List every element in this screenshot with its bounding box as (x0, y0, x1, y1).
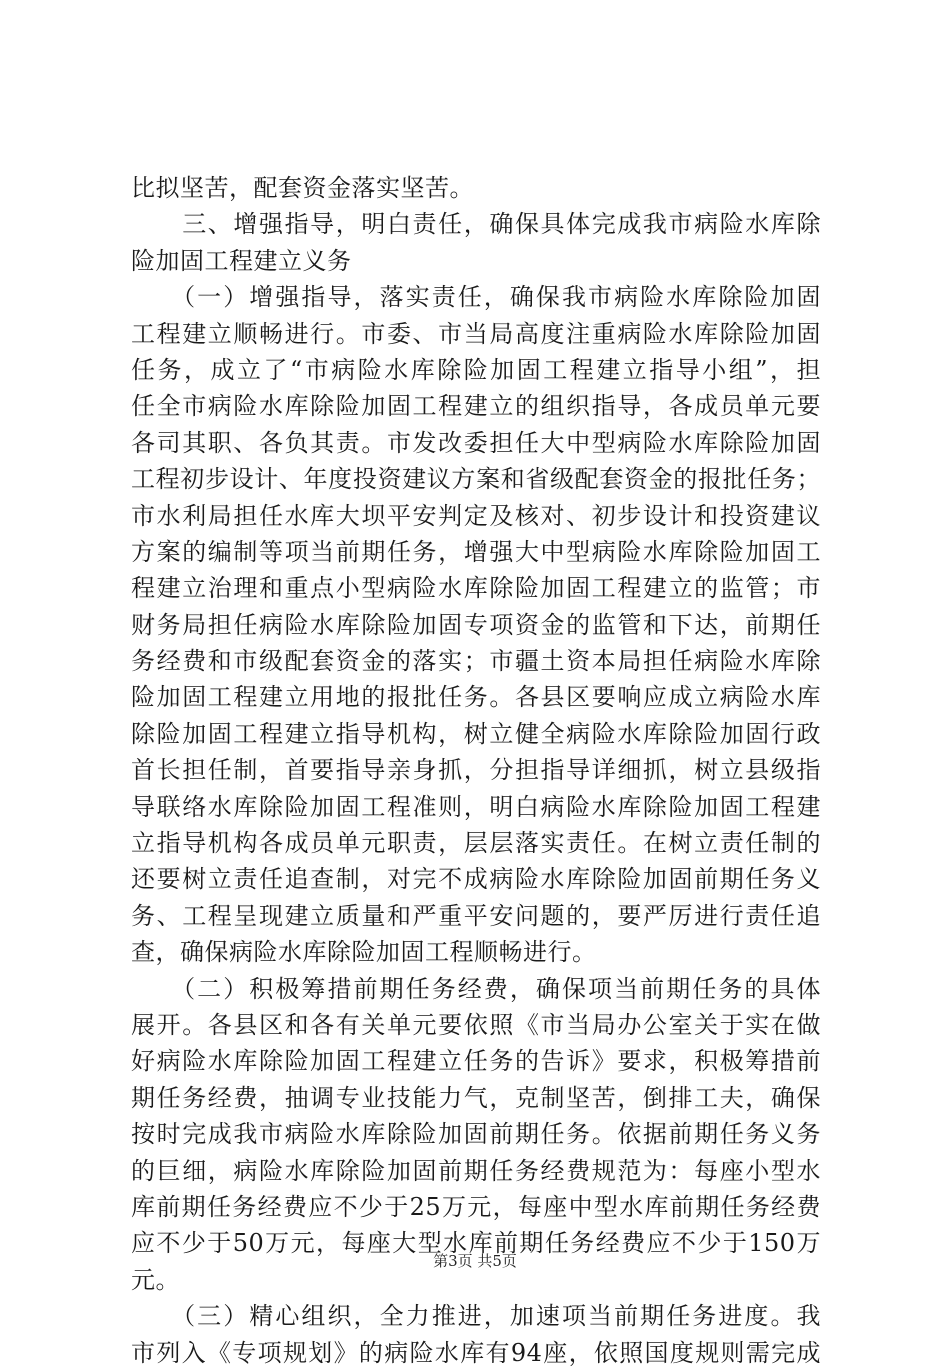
text-line: （二）积极筹措前期任务经费，确保项当前期任务的具体 (131, 974, 821, 1003)
text-line: 务、工程呈现建立质量和严重平安问题的，要严厉进行责任追 (131, 901, 821, 930)
text-line: 市列入《专项规划》的病险水库有94座，依照国度规则需完成 (131, 1338, 821, 1367)
text-line: 库前期任务经费应不少于25万元，每座中型水库前期任务经费 (131, 1192, 821, 1221)
text-line: 各司其职、各负其责。市发改委担任大中型病险水库除险加固 (131, 428, 821, 457)
text-line: （三）精心组织，全力推进，加速项当前期任务进度。我 (131, 1302, 821, 1331)
text-line: 还要树立责任追查制，对完不成病险水库除险加固前期任务义 (131, 865, 821, 894)
text-line: 立指导机构各成员单元职责，层层落实责任。在树立责任制的 (131, 829, 821, 858)
section-heading-line: 险加固工程建立义务 (131, 246, 352, 275)
text-line: 任务，成立了“市病险水库除险加固工程建立指导小组”，担 (131, 355, 821, 384)
text-line: 好病险水库除险加固工程建立任务的告诉》要求，积极筹措前 (131, 1047, 821, 1076)
text-line: 财务局担任病险水库除险加固专项资金的监管和下达，前期任 (131, 610, 821, 639)
text-line: （一）增强指导，落实责任，确保我市病险水库除险加固 (131, 283, 821, 312)
text-line: 的巨细，病险水库除险加固前期任务经费规范为：每座小型水 (131, 1156, 821, 1185)
text-line: 按时完成我市病险水库除险加固前期任务。依据前期任务义务 (131, 1120, 821, 1149)
text-line: 元。 (131, 1265, 180, 1294)
text-line: 期任务经费，抽调专业技能力气，克制坚苦，倒排工夫，确保 (131, 1083, 821, 1112)
text-line: 市水利局担任水库大坝平安判定及核对、初步设计和投资建议 (131, 501, 821, 530)
document-body (131, 170, 821, 1371)
section-heading-line: 三、增强指导，明白责任，确保具体完成我市病险水库除 (131, 210, 821, 239)
text-line: 方案的编制等项当前期任务，增强大中型病险水库除险加固工 (131, 537, 821, 566)
text-line: 任全市病险水库除险加固工程建立的组织指导，各成员单元要 (131, 392, 821, 421)
text-line: 导联络水库除险加固工程准则，明白病险水库除险加固工程建 (131, 792, 821, 821)
text-line: 程建立治理和重点小型病险水库除险加固工程建立的监管；市 (131, 574, 821, 603)
text-line: 比拟坚苦，配套资金落实坚苦。 (131, 174, 474, 202)
text-line: 首长担任制，首要指导亲身抓，分担指导详细抓，树立县级指 (131, 756, 821, 785)
text-line: 工程建立顺畅进行。市委、市当局高度注重病险水库除险加固 (131, 319, 821, 348)
text-line: 工程初步设计、年度投资建议方案和省级配套资金的报批任务； (131, 465, 821, 494)
text-line: 除险加固工程建立指导机构，树立健全病险水库除险加固行政 (131, 719, 821, 748)
text-line: 展开。各县区和各有关单元要依照《市当局办公室关于实在做 (131, 1010, 821, 1039)
page-number-footer: 第3页 共5页 (433, 1252, 517, 1270)
text-line: 险加固工程建立用地的报批任务。各县区要响应成立病险水库 (131, 683, 821, 712)
text-line: 应不少于50万元，每座大型水库前期任务经费应不少于150万 (131, 1229, 821, 1258)
text-line: 查，确保病险水库除险加固工程顺畅进行。 (131, 938, 597, 967)
text-line: 务经费和市级配套资金的落实；市疆土资本局担任病险水库除 (131, 647, 821, 676)
